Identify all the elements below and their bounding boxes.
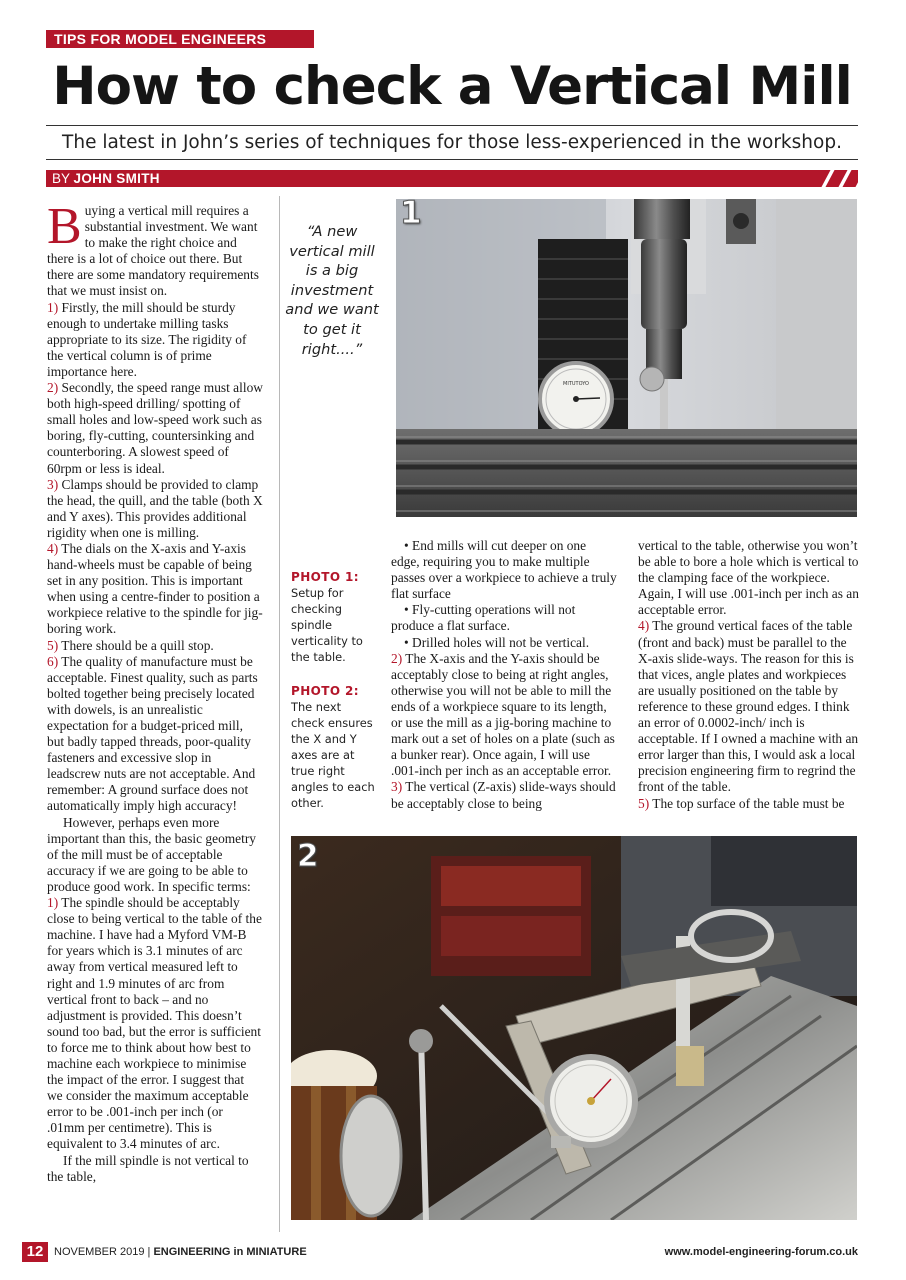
dial-brand-text: MITUTOYO [563,381,589,387]
bullet-item: • Drilled holes will not be vertical. [404,634,590,650]
body-column-1 [47,198,263,1185]
bullet-item: • Fly-cutting operations will not produce a flat surface. [391,602,576,634]
standfirst: The latest in John’s series of techniques for those less-experienced in the workshop. [62,132,842,153]
page-number: 12 [22,1242,48,1262]
body-paragraph: If the mill spindle is not vertical to the table, [47,1152,249,1184]
body-paragraph: However, perhaps even more important than this, the basic geometry of the mill must be of acceptable accuracy if we are going to be able to produce good work. In specific terms: [47,814,256,894]
requirement-item: 3) Clamps should be provided to clamp the head, the quill, and the table (both X and Y axes). This provides additional rigidity when one is milling. [47,476,263,540]
body-column-3 [638,538,860,812]
caption-text: The next check ensures the X and Y axes are at true right angles to each other. [291,700,375,810]
photo-1-caption [291,569,375,665]
spec-item: 4) The ground vertical faces of the table (front and back) must be parallel to the X-axis slide-ways. The reason for this is that vices, angle plates and workpieces are usually positioned on the table by reference to these ground edges. I think an error of 0.0002-inch/ inch is acceptable. If I owned a machine with an error larger than this, I would ask a local precision engineering firm to regrind the front of the table. [638,618,859,795]
column-divider [279,196,280,1232]
requirement-item: 5) There should be a quill stop. [47,637,214,653]
drop-cap: B [47,198,82,255]
byline-bar [46,170,858,187]
title-rule [46,125,858,126]
requirement-item: 1) Firstly, the mill should be sturdy enough to undertake milling tasks appropriate to its size. The rigidity of the vertical column is of prime importance here. [47,299,247,379]
requirement-item: 2) Secondly, the speed range must allow both high-speed drilling/ spotting of small holes and low-speed work such as boring, fly-cutting, countersinking and counterboring. A slowest speed of 60rpm or less is ideal. [47,380,263,476]
intro-paragraph: Buying a vertical mill requires a substantial investment. We want to make the right choice and there is a lot of choice out there. But there are some mandatory requirements that we must insist on. [47,198,259,299]
photo-1-dial-indicator-on-spindle [396,199,857,517]
photo-2-square-and-dial-on-table [291,836,857,1220]
caption-text: Setup for checking spindle verticality to the table. [291,586,363,664]
photo-2-illustration [291,836,857,1220]
standfirst-rule [46,159,858,160]
photo-2-number: 2 [297,838,319,874]
body-paragraph: vertical to the table, otherwise you won’t be able to bore a hole which is vertical to the clamping face of the workpiece. Again, I will use .001-inch per inch as an acceptable error. [638,538,859,618]
footer-issue: NOVEMBER 2019 | ENGINEERING in MINIATURE [54,1246,307,1258]
byline-author: JOHN SMITH [73,171,160,186]
spec-item: 5) The top surface of the table must be [638,795,845,811]
requirement-item: 6) The quality of manufacture must be acceptable. Finest quality, such as parts bolted together being precisely located with dowels, is an unrealistic expectation for a budget-priced mill, but badly tapped threads, poor-quality fasteners and excessive slop in leadscrew nuts are not acceptable. And remember: A ground surface does not automatically imply high accuracy! [47,653,258,814]
photo-1-number: 1 [400,199,422,231]
body-column-2 [391,538,617,812]
byline-slash-decoration [855,170,868,187]
bullet-item: • End mills will cut deeper on one edge, requiring you to make multiple passes over a workpiece to achieve a truly flat surface [391,538,617,602]
pull-quote: “A new vertical mill is a big investment and we want to get it right....” [285,223,379,358]
spec-item: 2) The X-axis and the Y-axis should be acceptably close to being at right angles, otherwise you will not be able to mill the ends of a workpiece square to its length, or use the mill as a jig-boring machine to mark out a set of holes on a plate (such as a bunker rear). Once again, I will use .001-inch per inch as an acceptable error. [391,650,615,779]
requirement-item: 4) The dials on the X-axis and Y-axis hand-wheels must be capable of being set in any position. This is important when using a centre-finder to position a workpiece relative to the spindle for jig-boring work. [47,540,263,637]
article-title: How to check a Vertical Mill [52,56,852,117]
section-tag: TIPS FOR MODEL ENGINEERS [46,30,314,48]
spec-item: 3) The vertical (Z-axis) slide-ways should be acceptably close to being [391,779,616,811]
photo-2-caption [291,683,375,811]
byline-slash-decoration [838,170,851,187]
footer-url: www.model-engineering-forum.co.uk [664,1246,858,1258]
photo-1-illustration [396,199,857,517]
caption-label: PHOTO 2: [291,684,359,698]
byline-slash-decoration [821,170,834,187]
caption-label: PHOTO 1: [291,570,359,584]
spec-item: 1) The spindle should be acceptably close to being vertical to the table of the machine. I have had a Myford VM-B for years which is 3.1 minutes of arc away from vertical measured left to right and 1.9 minutes of arc from vertical front to back – and no adjustment is provided. This doesn’t sound too bad, but the error is sufficient to force me to think about how best to machine each workpiece to minimise the impact of the error. I suggest that we consider the maximum acceptable error to be .001-inch per inch (or .01mm per centimetre). This is equivalent to 3.4 minutes of arc. [47,895,262,1152]
magazine-name: ENGINEERING in MINIATURE [153,1246,307,1258]
byline-prefix: BY [52,171,70,186]
